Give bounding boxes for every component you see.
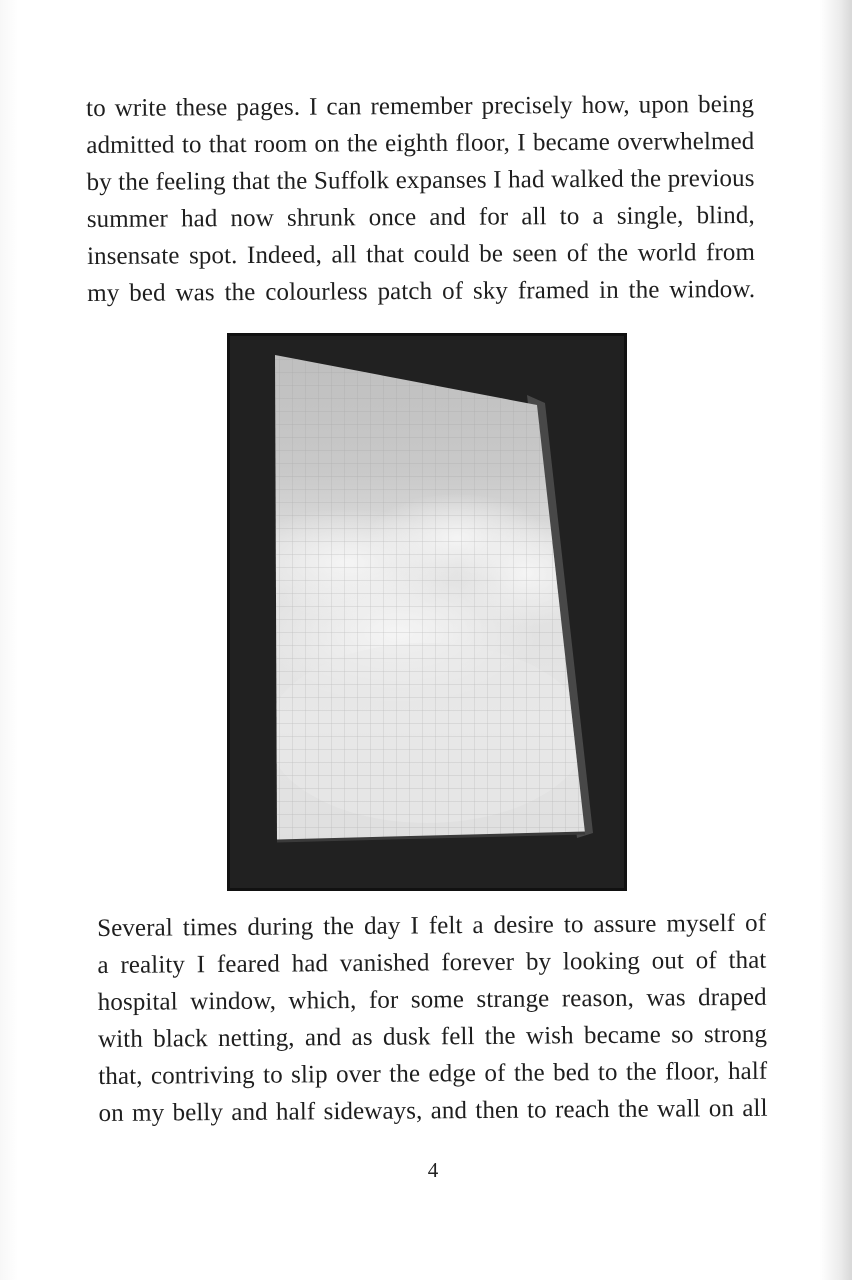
text-line: that, contriving to slip over the edge of the bed to the floor, half: [98, 1057, 768, 1090]
text-line: summer had now shrunk once and for all to a single, blind,: [86, 201, 755, 233]
paragraph-top: [86, 86, 755, 312]
window-photograph: [227, 333, 627, 891]
text-line: admitted to that room on the eighth floor, I became overwhelmed: [86, 127, 755, 159]
page-number: 4: [427, 1158, 439, 1182]
text-line: hospital window, which, for some strange reason, was draped: [97, 983, 767, 1016]
paragraph-bottom: [97, 905, 768, 1132]
text-line: to write these pages. I can remember precisely how, upon being: [86, 90, 755, 122]
text-line: with black netting, and as dusk fell the wish became so strong: [97, 1020, 768, 1053]
text-line: my bed was the colourless patch of sky framed in the window.: [87, 275, 756, 307]
text-line: by the feeling that the Suffolk expanses I had walked the previous: [86, 164, 755, 196]
text-line: insensate spot. Indeed, all that could be seen of the world from: [86, 238, 756, 270]
text-line: a reality I feared had vanished forever by looking out of that: [97, 946, 767, 979]
text-line: Several times during the day I felt a desire to assure myself of: [97, 909, 767, 942]
text-line: on my belly and half sideways, and then to reach the wall on all: [98, 1094, 768, 1127]
